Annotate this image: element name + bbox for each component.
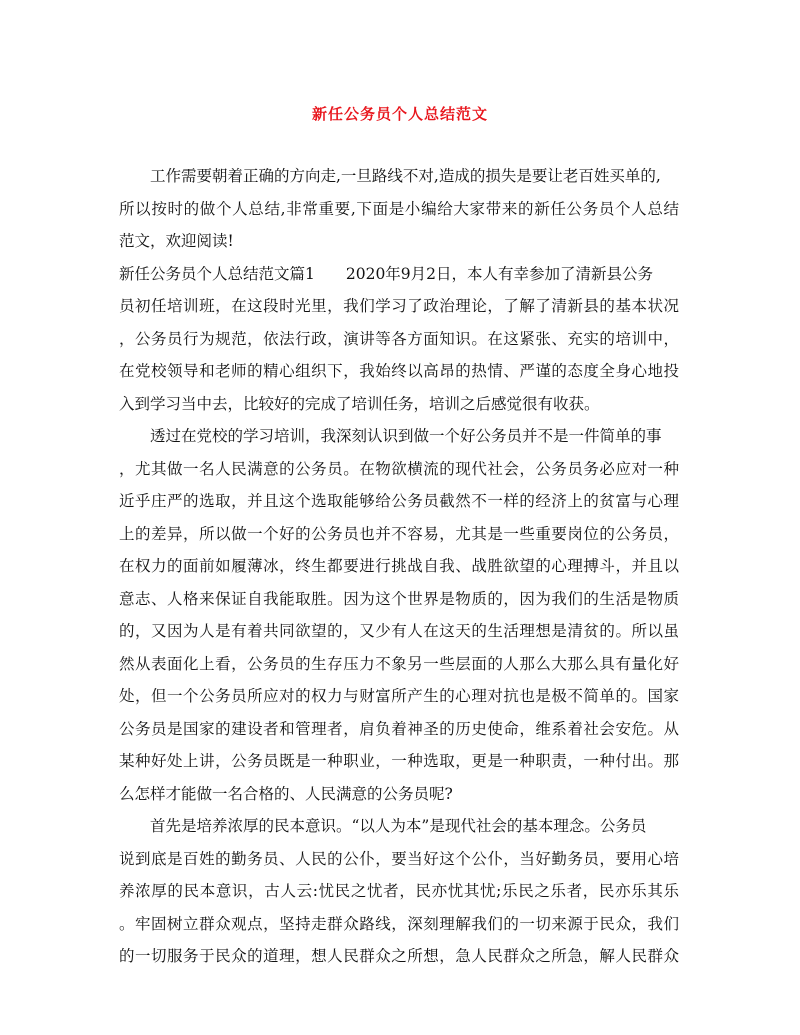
text-line: 上的差异，所以做一个好的公务员也并不容易，尤其是一些重要岗位的公务员， — [119, 524, 679, 543]
text-line: 说到底是百姓的勤务员、人民的公仆，要当好这个公仆，当好勤务员，要用心培 — [119, 849, 679, 868]
text-line: 么怎样才能做一名合格的、人民满意的公务员呢? — [119, 784, 453, 803]
document-body — [119, 160, 679, 973]
text-line: 工作需要朝着正确的方向走,一旦路线不对,造成的损失是要让老百姓买单的, — [150, 167, 661, 185]
text-line: 意志、人格来保证自我能取胜。因为这个世界是物质的，因为我们的生活是物质 — [119, 589, 679, 608]
text-line: 处，但一个公务员所应对的权力与财富所产生的心理对抗也是极不简单的。国家 — [119, 687, 679, 705]
document-title: 新任公务员个人总结范文 — [311, 105, 488, 123]
text-line: 入到学习当中去，比较好的完成了培训任务，培训之后感觉很有收获。 — [119, 394, 600, 413]
text-line: 员初任培训班，在这段时光里，我们学习了政治理论，了解了清新县的基本状况 — [119, 297, 679, 315]
text-line: ，尤其做一名人民满意的公务员。在物欲横流的现代社会，公务员务必应对一种 — [119, 459, 679, 478]
text-line: 范文，欢迎阅读! — [119, 232, 234, 250]
text-line: 在权力的面前如履薄冰，终生都要进行挑战自我、战胜欲望的心理搏斗，并且以 — [119, 557, 679, 575]
text-line: 所以按时的做个人总结,非常重要,下面是小编给大家带来的新任公务员个人总结 — [119, 199, 679, 218]
text-line: 首先是培养浓厚的民本意识。“以人为本”是现代社会的基本理念。公务员 — [150, 817, 647, 835]
text-line: 某种好处上讲，公务员既是一种职业，一种选取，更是一种职责，一种付出。那 — [119, 752, 679, 770]
text-line: 养浓厚的民本意识，古人云:忧民之忧者，民亦忧其忧;乐民之乐者，民亦乐其乐 — [119, 882, 679, 900]
text-line: 新任公务员个人总结范文篇1 2020年9月2日，本人有幸参加了清新县公务 — [119, 264, 654, 283]
text-line: 近乎庄严的选取，并且这个选取能够给公务员截然不一样的经济上的贫富与心理 — [119, 492, 679, 510]
text-line: 的一切服务于民众的道理，想人民群众之所想，急人民群众之所急，解人民群众 — [119, 947, 679, 965]
text-line: 的，又因为人是有着共同欲望的，又少有人在这天的生活理想是清贫的。所以虽 — [119, 622, 679, 640]
text-line: 在党校领导和老师的精心组织下，我始终以高昂的热情、严谨的态度全身心地投 — [119, 362, 679, 380]
text-line: 公务员是国家的建设者和管理者，肩负着神圣的历史使命，维系着社会安危。从 — [119, 719, 679, 738]
text-line: 。牢固树立群众观点，坚持走群众路线，深刻理解我们的一切来源于民众，我们 — [119, 914, 679, 933]
text-line: ，公务员行为规范，依法行政，演讲等各方面知识。在这紧张、充实的培训中， — [119, 329, 679, 348]
text-line: 透过在党校的学习培训，我深刻认识到做一个好公务员并不是一件简单的事 — [150, 427, 662, 445]
text-line: 然从表面化上看，公务员的生存压力不象另一些层面的人那么大那么具有量化好 — [119, 654, 679, 673]
